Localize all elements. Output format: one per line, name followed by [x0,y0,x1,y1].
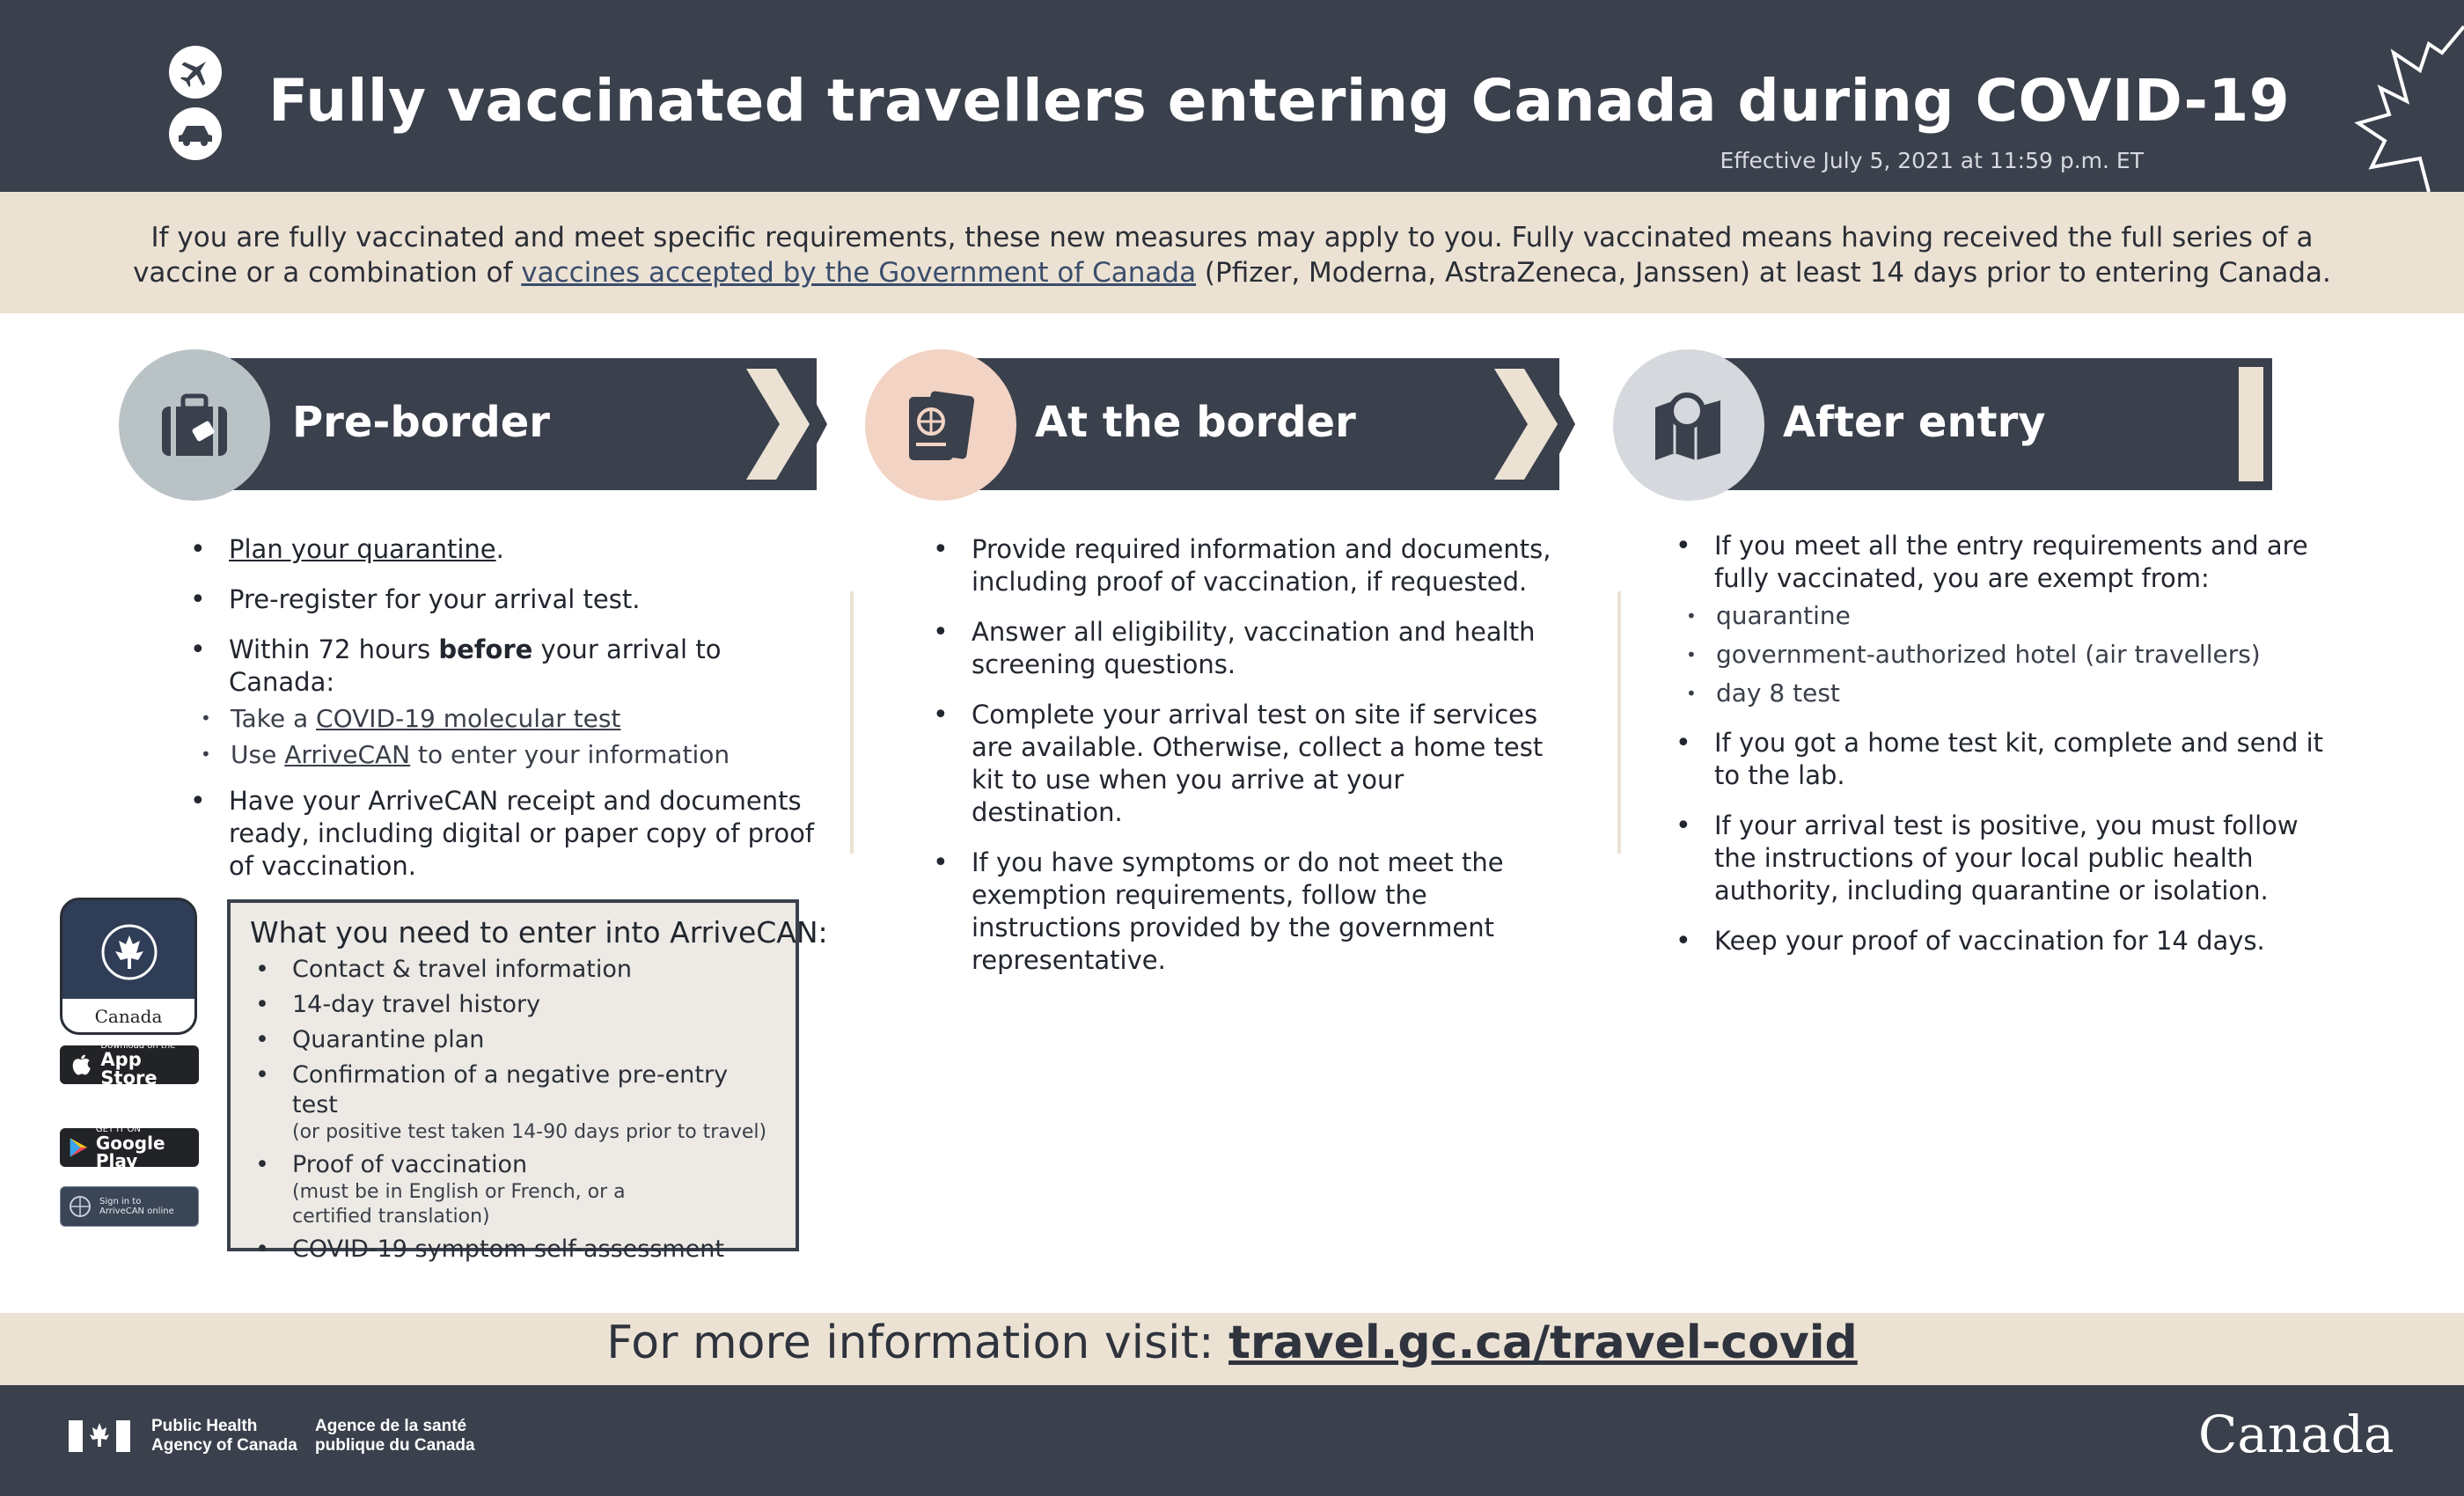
list-item: • Plan your quarantine. [185,533,818,566]
list-item: • Contact & travel information [250,955,776,985]
list-item: • 14-day travel history [250,990,776,1020]
pre-border-list [185,533,818,900]
list-item: • Complete your arrival test on site if services are available. Otherwise, collect a home test kit to use when you arrive at your destination. [928,699,1561,829]
arrivecan-app-icon[interactable] [60,898,197,1035]
at-border-list [928,533,1561,994]
maple-leaf-icon [85,913,173,992]
globe-icon [68,1194,92,1219]
list-item: • Confirmation of a negative pre-entry test (or positive test taken 14-90 days prior to travel) [250,1060,776,1145]
app-icon-label: Canada [62,999,194,1035]
list-item: • COVID-19 symptom self-assessment [250,1235,776,1265]
accepted-vaccines-link[interactable]: vaccines accepted by the Government of Canada [521,257,1197,289]
suitcase-icon [119,349,270,501]
banner-end-bar [2239,367,2263,481]
list-item: • If you meet all the entry requirements and are fully vaccinated, you are exempt from: [1670,530,2339,595]
effective-date: Effective July 5, 2021 at 11:59 p.m. ET [1720,148,2144,173]
sub-item: • Use ArriveCAN to enter your information [185,738,818,771]
sub-item: • quarantine [1670,598,2339,634]
at-border-label: At the border [1035,398,1356,447]
airplane-icon [169,46,222,99]
after-entry-label: After entry [1783,398,2046,447]
list-item: • Answer all eligibility, vaccination and health screening questions. [928,616,1561,681]
agency-name-fr: Agence de la santé publique du Canada [315,1417,475,1455]
list-item: • Proof of vaccination (must be in English or French, or a certified translation) [250,1150,776,1229]
sub-item: • day 8 test [1670,676,2339,711]
page-title: Fully vaccinated travellers entering Canada during COVID-19 [268,67,2291,135]
list-item: • Have your ArriveCAN receipt and documents ready, including digital or paper copy of proof of vaccination. [185,785,818,883]
sub-item: • government-authorized hotel (air travellers) [1670,637,2339,672]
apple-icon [69,1052,93,1078]
list-item: • If you got a home test kit, complete and send it to the lab. [1670,727,2339,792]
map-magnifier-icon [1613,349,1764,501]
app-store-badge[interactable]: Download on the App Store [60,1045,199,1084]
arrivecan-online-badge[interactable]: Sign in to ArriveCAN online [60,1186,199,1227]
list-item: • If you have symptoms or do not meet the exemption requirements, follow the instructions provided by the government representative. [928,847,1561,977]
more-info-text: For more information visit: travel.gc.ca/travel-covid [606,1316,1858,1369]
list-item: • Quarantine plan [250,1025,776,1055]
molecular-test-link[interactable]: COVID-19 molecular test [316,704,621,733]
car-icon [169,107,222,160]
maple-leaf-icon [2288,18,2464,192]
list-item: • Provide required information and documents, including proof of vaccination, if requested. [928,533,1561,598]
google-play-badge[interactable]: GET IT ON Google Play [60,1128,199,1167]
column-divider [850,591,854,854]
canada-wordmark: Canada [2198,1404,2394,1464]
after-entry-list [1670,530,2339,975]
travel-covid-link[interactable]: travel.gc.ca/travel-covid [1228,1316,1858,1369]
chevron-right-icon [1487,358,1575,490]
arrivecan-link[interactable]: ArriveCAN [284,740,411,769]
intro-text: If you are fully vaccinated and meet specific requirements, these new measures may apply to you. Fully vaccinated means having received the full series of a vaccine or a combination of vaccines accepted by the Government of Canada (Pfizer, Moderna, AstraZeneca, Janssen) at least 14 days prior to entering Canada. [133,222,2331,289]
list-item: • Pre-register for your arrival test. [185,583,818,616]
passport-icon [865,349,1016,501]
google-play-icon [69,1135,89,1160]
chevron-right-icon [739,358,827,490]
canada-flag-icon [69,1420,130,1452]
list-item: • Within 72 hours before your arrival to Canada: [185,634,818,699]
plan-quarantine-link[interactable]: Plan your quarantine [229,534,496,564]
arrivecan-requirements-box [227,899,828,1263]
column-divider [1617,591,1621,854]
list-item: • Keep your proof of vaccination for 14 days. [1670,925,2339,957]
agency-name-en: Public Health Agency of Canada [151,1417,297,1455]
list-item: • If your arrival test is positive, you must follow the instructions of your local public health authority, including quarantine or isolation. [1670,810,2339,907]
sub-item: • Take a COVID-19 molecular test [185,702,818,735]
box-title: What you need to enter into ArriveCAN: [250,915,828,950]
pre-border-label: Pre-border [292,398,550,447]
